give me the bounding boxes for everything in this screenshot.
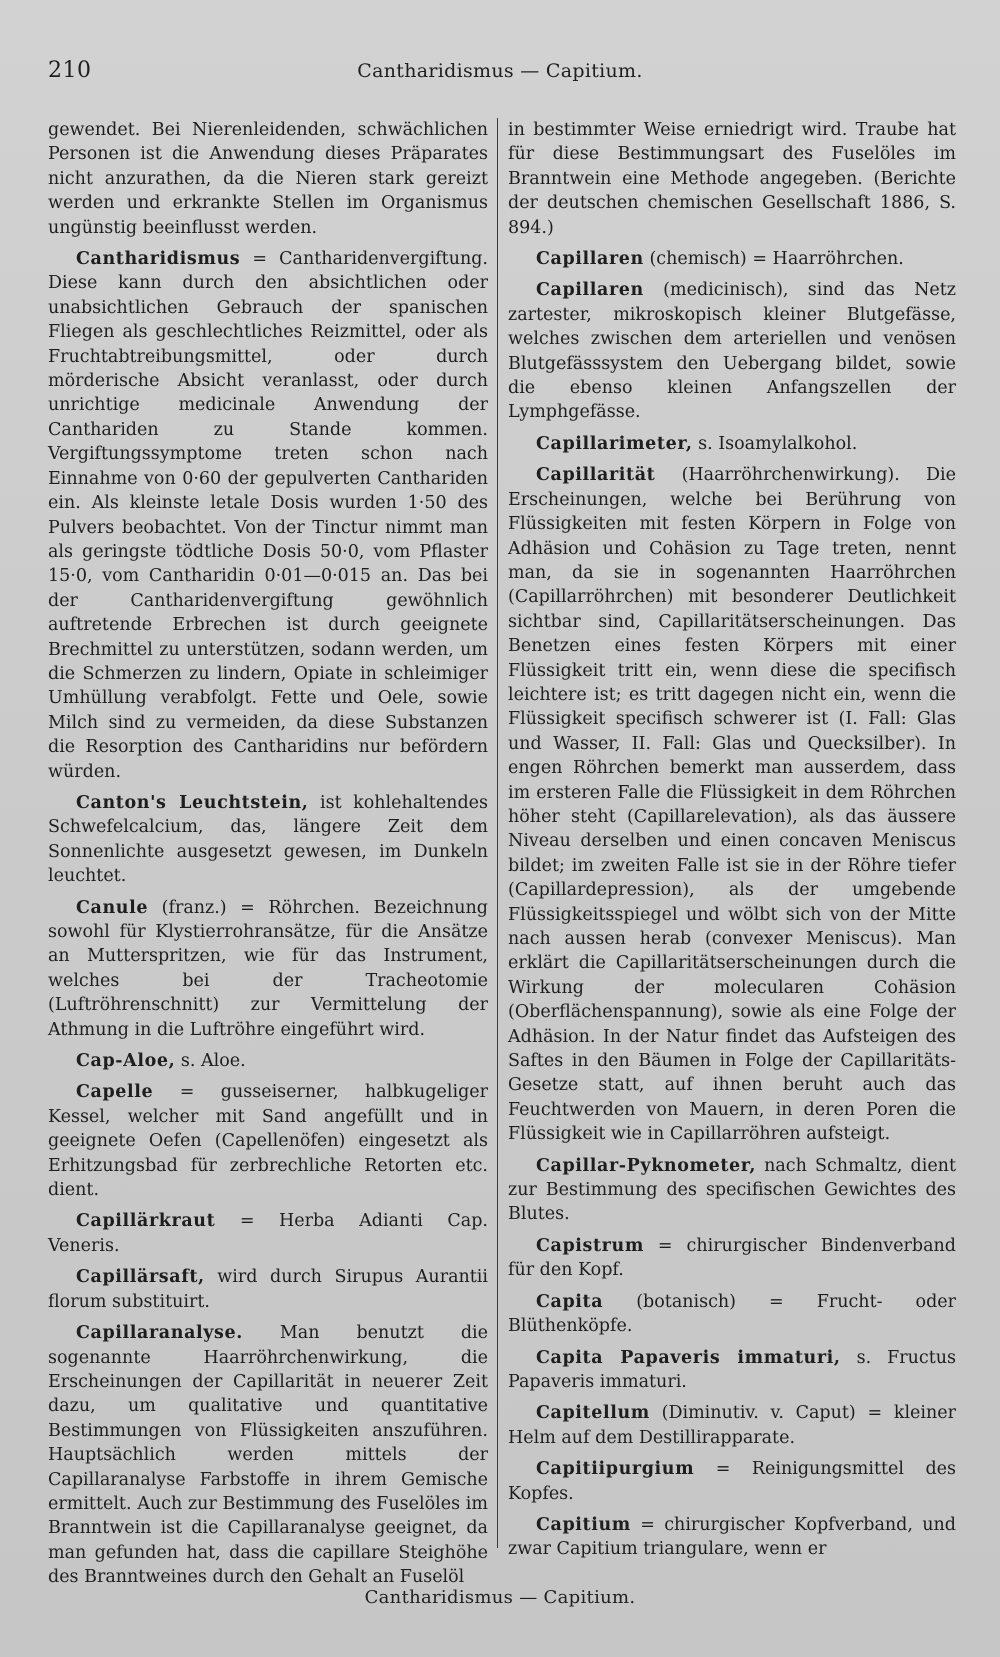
- entry-headword: Capitium: [536, 1514, 631, 1535]
- entry-headword: Capillärkraut: [76, 1211, 216, 1232]
- entry-headword: Cap-Aloe,: [76, 1051, 176, 1072]
- dictionary-entry: [48, 1049, 488, 1073]
- dictionary-entry: [48, 1080, 488, 1202]
- dictionary-entry: [508, 1154, 956, 1227]
- dictionary-entry: [48, 896, 488, 1042]
- entry-headword: Capillärsaft,: [76, 1267, 205, 1288]
- entry-headword: Capitellum: [536, 1403, 650, 1424]
- dictionary-entry: [508, 278, 956, 424]
- entry-text: = chirurgischer Kopfverband, und zwar Capitium triangulare, wenn er: [508, 1514, 956, 1560]
- entry-text: nach Schmaltz, dient zur Bestimmung des specifischen Gewichtes des Blutes.: [508, 1155, 956, 1225]
- dictionary-entry: [508, 1290, 956, 1339]
- entry-text: = Reinigungsmittel des Kopfes.: [508, 1459, 956, 1504]
- right-column: [508, 118, 956, 1569]
- entry-text: in bestimmter Weise erniedrigt wird. Traube hat für diese Bestimmungsart des Fuselöles im Branntwein eine Methode angegeben. (Berichte der deutschen chemischen Gesellschaft 1886, S. 894.): [508, 120, 956, 238]
- dictionary-entry: [508, 1346, 956, 1395]
- dictionary-entry: [508, 118, 956, 240]
- dictionary-entry: [508, 1234, 956, 1283]
- entry-headword: Capistrum: [536, 1235, 644, 1256]
- entry-text: = chirurgischer Bindenverband für den Kopf.: [508, 1235, 956, 1281]
- entry-headword: Capitiipurgium: [536, 1459, 695, 1480]
- dictionary-entry: [48, 1321, 488, 1589]
- dictionary-entry: [48, 247, 488, 784]
- entry-text: = gusseiserner, halbkugeliger Kessel, welcher mit Sand angefüllt und in geeignete Oefen (Capellenöfen) eingesetzt als Erhitzungsbad für zerbrechliche Retorten etc. dient.: [48, 1082, 488, 1201]
- entry-text: (chemisch) = Haarröhrchen.: [643, 249, 904, 270]
- dictionary-entry: [48, 1265, 488, 1314]
- entry-text: (botanisch) = Frucht- oder Blüthenköpfe.: [508, 1291, 956, 1337]
- dictionary-entry: [48, 118, 488, 240]
- dictionary-entry: [48, 1209, 488, 1258]
- entry-headword: Capillaranalyse.: [76, 1323, 243, 1344]
- entry-text: s. Isoamylalkohol.: [692, 433, 858, 454]
- entry-headword: Canule: [76, 897, 149, 918]
- dictionary-entry: [508, 1457, 956, 1506]
- running-foot: Cantharidismus — Capitium.: [364, 1587, 636, 1608]
- entry-text: Man benutzt die sogenannte Haarröhrchenwirkung, die Erscheinungen der Capillarität in neuerer Zeit dazu, um qualitative und quantitative Bestimmungen von Flüssigkeiten anszuführen. Hauptsächlich werden mittels der Capillaranalyse Farbstoffe in ihrem Gemische ermittelt. Auch zur Bestimmung des Fuselöles im Branntwein ist die Capillaranalyse geeignet, da man gefunden hat, dass die capillare Steighöhe des Branntweines durch den Gehalt an Fuselöl: [48, 1323, 488, 1588]
- entry-text: = Herba Adianti Cap. Veneris.: [48, 1211, 488, 1256]
- dictionary-entry: [508, 432, 956, 456]
- dictionary-entry: [508, 1401, 956, 1450]
- entry-headword: Canton's Leuchtstein,: [76, 792, 309, 813]
- entry-headword: Capillaren: [536, 249, 644, 270]
- left-column: [48, 118, 488, 1597]
- entry-text: gewendet. Bei Nierenleidenden, schwächlichen Personen ist die Anwendung dieses Präparates nicht anzurathen, da die Nieren stark gereizt werden und erkrankte Stellen im Organismus ungünstig beeinflusst werden.: [48, 120, 488, 238]
- running-head: Cantharidismus — Capitium.: [357, 60, 643, 82]
- entry-headword: Capillar-Pyknometer,: [536, 1155, 757, 1176]
- entry-text: (franz.) = Röhrchen. Bezeichnung sowohl für Klystierrohransätze, für die Ansätze an Mutterspritzen, wie für das Instrument, welches bei der Tracheotomie (Luftröhrenschnitt) zur Vermittelung der Athmung in die Luftröhre eingeführt wird.: [48, 897, 488, 1040]
- entry-headword: Capillarität: [536, 465, 656, 486]
- entry-text: (Diminutiv. v. Caput) = kleiner Helm auf dem Destillirapparate.: [508, 1403, 956, 1448]
- entry-text: s. Fructus Papaveris immaturi.: [508, 1347, 956, 1392]
- entry-text: (Haarröhrchenwirkung). Die Erscheinungen, welche bei Berührung von Flüssigkeiten mit festen Körpern in Folge von Adhäsion und Cohäsion zu Tage treten, nennt man, da sie in sogenannten Haarröhrchen (Capillarröhrchen) mit besonderer Deutlichkeit sichtbar sind, Capillaritätserscheinungen. Das Benetzen eines festen Körpers mit einer Flüssigkeit tritt ein, wenn diese die specifisch leichtere ist; es tritt dagegen nicht ein, wenn die Flüssigkeit specifisch schwerer ist (I. Fall: Glas und Wasser, II. Fall: Glas und Quecksilber). In engen Röhrchen bemerkt man ausserdem, dass im ersteren Falle die Flüssigkeit in dem Röhrchen höher steht (Capillarelevation), als das äussere Niveau derselben und einen concaven Meniscus bildet; im zweiten Falle ist sie in der Röhre tiefer (Capillardepression), als der umgebende Flüssigkeitsspiegel und wölbt sich von der Mitte nach aussen herab (convexer Meniscus). Man erklärt die Capillaritätserscheinungen durch die Wirkung der molecularen Cohäsion (Oberflächenspannung), sowie als eine Folge der Adhäsion. In der Natur findet das Aufsteigen des Saftes in den Bäumen in Folge der Capillaritäts-Gesetze statt, auf ihnen beruht auch das Feuchtwerden von Mauern, in deren Poren die Flüssigkeit wie in Capillarröhren aufsteigt.: [508, 465, 956, 1145]
- entry-headword: Cantharidismus: [76, 249, 241, 270]
- entry-text: (medicinisch), sind das Netz zartester, mikroskopisch kleiner Blutgefässe, welches zwischen dem arteriellen und venösen Blutgefässsystem den Uebergang bildet, sowie die ebenso kleinen Anfangszellen der Lymphgefässe.: [508, 280, 956, 423]
- dictionary-entry: [48, 791, 488, 889]
- page-number: 210: [48, 58, 92, 83]
- entry-text: s. Aloe.: [175, 1051, 246, 1072]
- entry-headword: Capelle: [76, 1082, 154, 1103]
- entry-headword: Capita: [536, 1291, 604, 1312]
- column-divider: [497, 118, 498, 1548]
- entry-headword: Capita Papaveris immaturi,: [536, 1347, 841, 1368]
- entry-text: wird durch Sirupus Aurantii florum substituirt.: [48, 1267, 488, 1312]
- entry-text: ist kohlehaltendes Schwefelcalcium, das, längere Zeit dem Sonnenlichte ausgesetzt gewesen, im Dunkeln leuchtet.: [48, 792, 488, 887]
- entry-headword: Capillaren: [536, 280, 644, 301]
- entry-text: = Cantharidenvergiftung. Diese kann durch den absichtlichen oder unabsichtlichen Gebrauch der spanischen Fliegen als geschlechtliches Reizmittel, oder als Fruchtabtreibungsmittel, oder durch mörderische Absicht veranlasst, oder durch unrichtige medicinale Anwendung der Canthariden zu Stande kommen. Vergiftungssymptome treten schon nach Einnahme von 0·60 der gepulverten Canthariden ein. Als kleinste letale Dosis wurden 1·50 des Pulvers beobachtet. Von der Tinctur nimmt man als geringste tödtliche Dosis 50·0, vom Pflaster 15·0, vom Cantharidin 0·01—0·015 an. Das bei der Cantharidenvergiftung gewöhnlich auftretende Erbrechen ist durch geeignete Brechmittel zu unterstützen, sodann werden, um die Schmerzen zu lindern, Opiate in schleimiger Umhüllung verabfolgt. Fette und Oele, sowie Milch sind zu vermeiden, da diese Substanzen die Resorption des Cantharidins nur befördern würden.: [48, 249, 488, 782]
- entry-headword: Capillarimeter,: [536, 433, 693, 454]
- dictionary-entry: [508, 1513, 956, 1562]
- dictionary-entry: [508, 247, 956, 271]
- dictionary-entry: [508, 463, 956, 1146]
